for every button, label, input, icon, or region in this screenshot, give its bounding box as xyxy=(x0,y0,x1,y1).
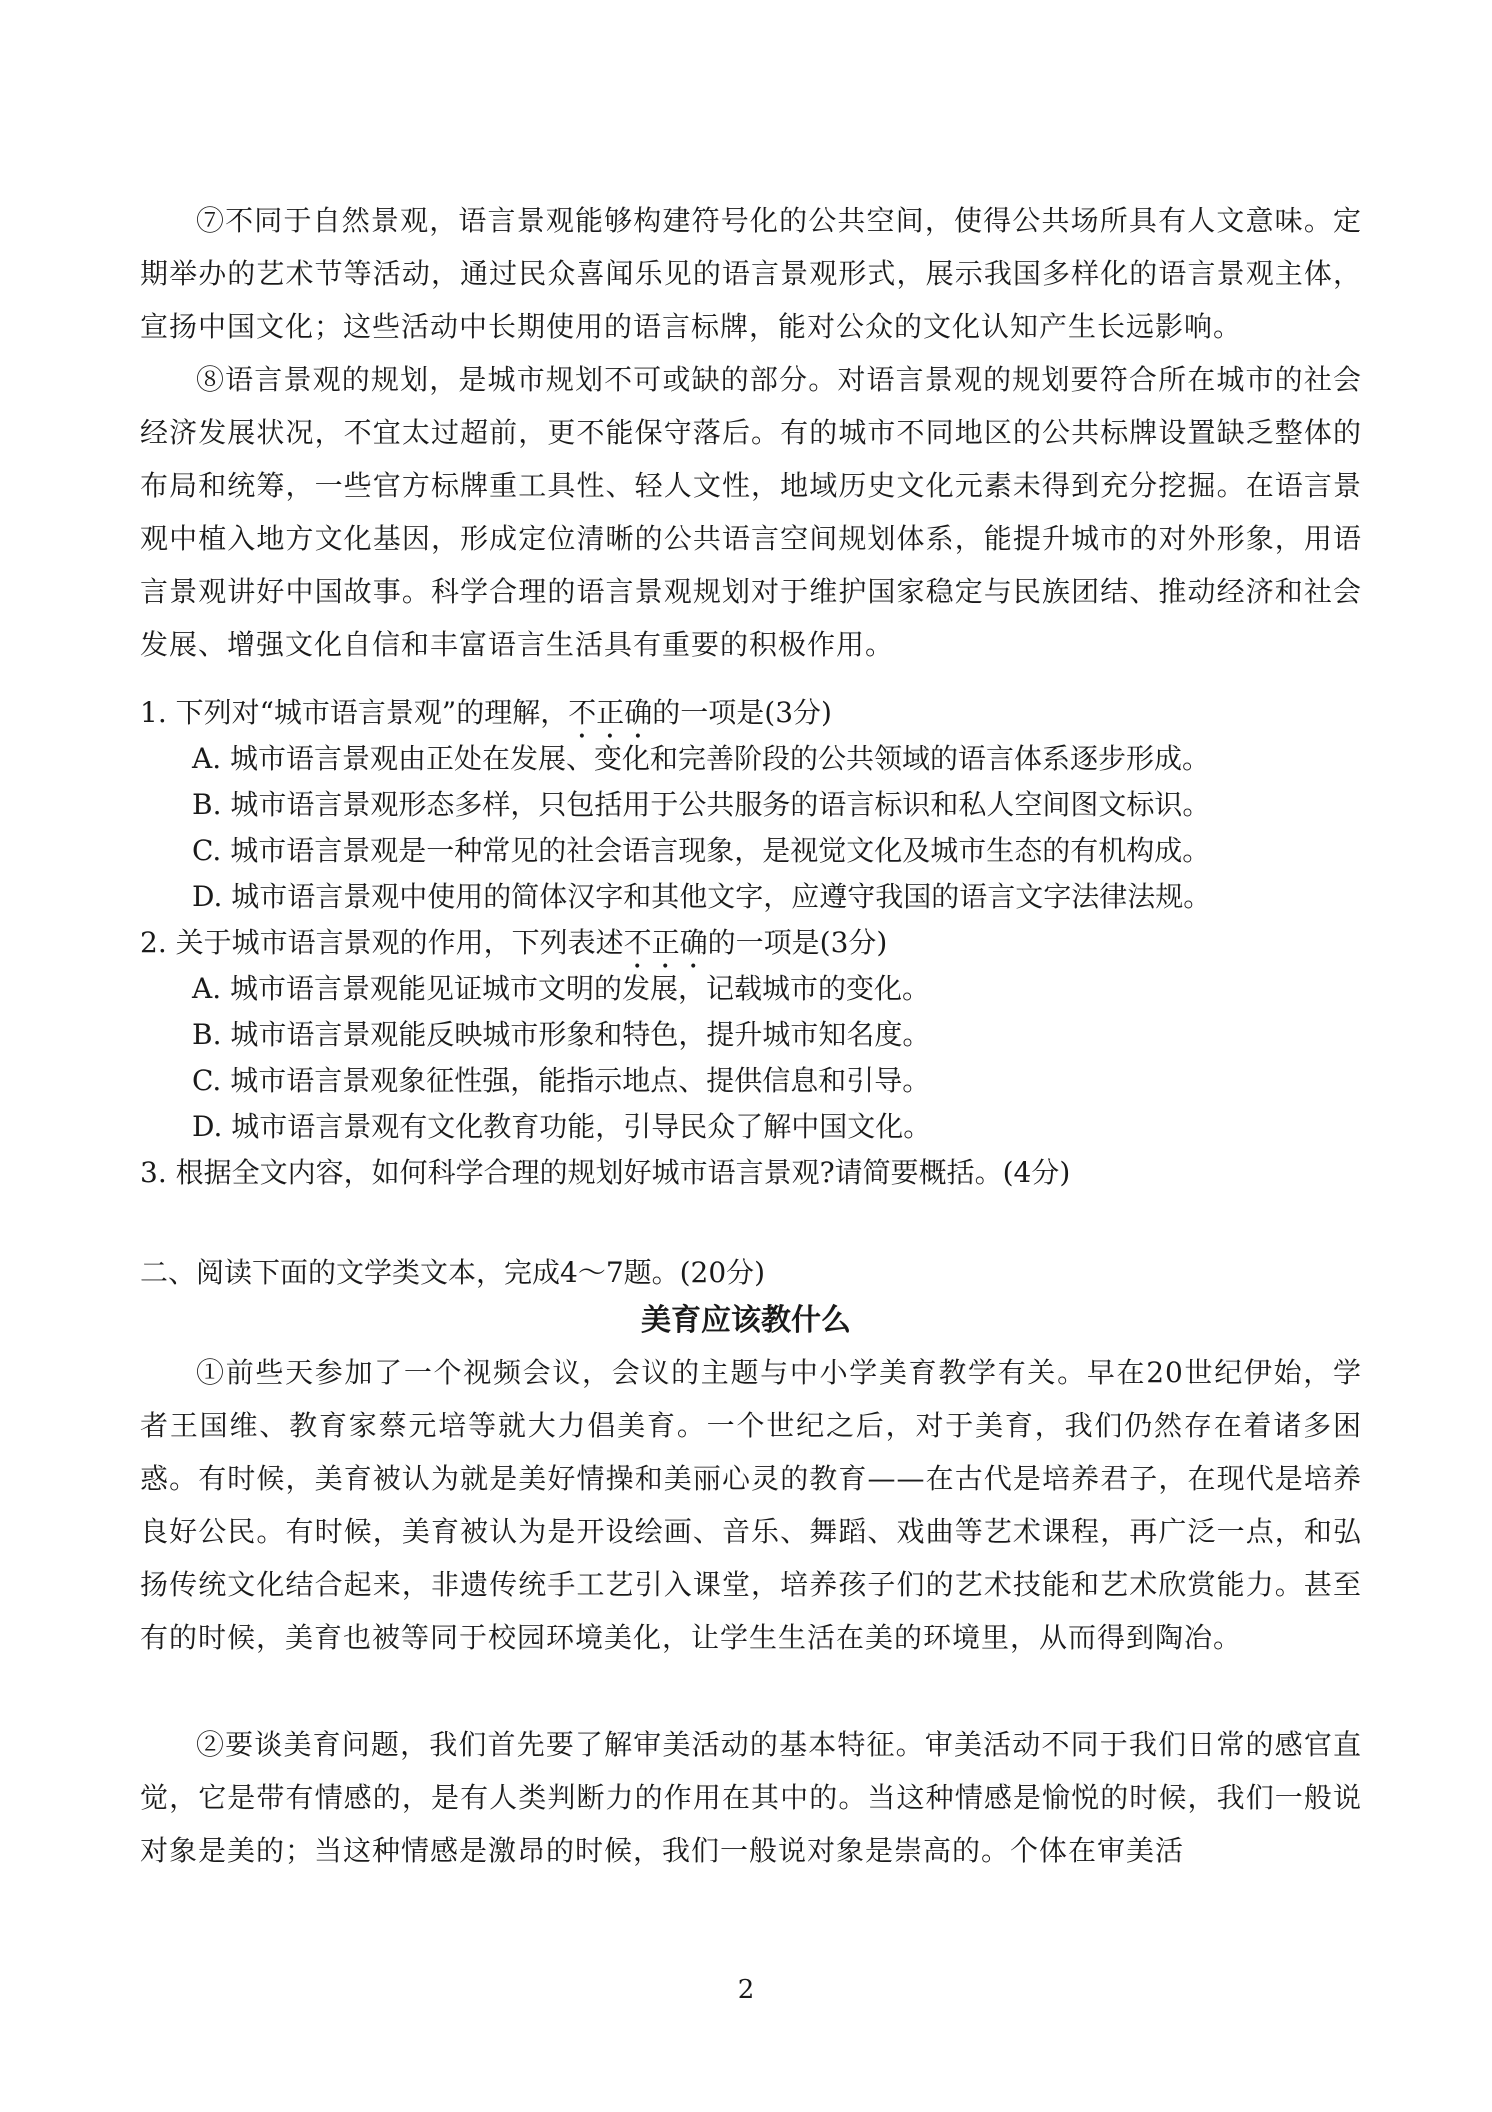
section-2-heading: 二、阅读下面的文学类文本，完成4～7题。(20分) xyxy=(140,1256,766,1289)
question-1-option-c: C. 城市语言景观是一种常见的社会语言现象，是视觉文化及城市生态的有机构成。 xyxy=(192,834,1211,867)
article-paragraph-1: ①前些天参加了一个视频会议，会议的主题与中小学美育教学有关。早在20世纪伊始，学者王国维、教育家蔡元培等就大力倡美育。一个世纪之后，对于美育，我们仍然存在着诸多困惑。有时候，美育被认为就是美好情操和美丽心灵的教育——在古代是培养君子，在现代是培养良好公民。有时候，美育被认为是开设绘画、音乐、舞蹈、戏曲等艺术课程，再广泛一点，和弘扬传统文化结合起来，非遗传统手工艺引入课堂，培养孩子们的艺术技能和艺术欣赏能力。甚至有的时候，美育也被等同于校园环境美化，让学生生活在美的环境里，从而得到陶冶。 xyxy=(140,1356,1362,1654)
question-2-stem-text: 2. 关于城市语言景观的作用，下列表述 xyxy=(140,926,624,959)
question-2-option-d: D. 城市语言景观有文化教育功能，引导民众了解中国文化。 xyxy=(192,1110,932,1143)
question-1-stem-text: 1. 下列对“城市语言景观”的理解， xyxy=(140,696,569,729)
question-1-emphasis: 不正确 xyxy=(568,696,653,729)
question-2-option-a: A. 城市语言景观能见证城市文明的发展，记载城市的变化。 xyxy=(192,972,931,1005)
article-paragraph-2: ②要谈美育问题，我们首先要了解审美活动的基本特征。审美活动不同于我们日常的感官直觉，它是带有情感的，是有人类判断力的作用在其中的。当这种情感是愉悦的时候，我们一般说对象是美的；当这种情感是激昂的时候，我们一般说对象是崇高的。个体在审美活 xyxy=(140,1728,1362,1867)
question-1-option-b: B. 城市语言景观形态多样，只包括用于公共服务的语言标识和私人空间图文标识。 xyxy=(192,788,1211,821)
question-1-option-d: D. 城市语言景观中使用的简体汉字和其他文字，应遵守我国的语言文字法律法规。 xyxy=(192,880,1212,913)
question-2-option-b: B. 城市语言景观能反映城市形象和特色，提升城市知名度。 xyxy=(192,1018,931,1051)
paragraph-7: ⑦不同于自然景观，语言景观能够构建符号化的公共空间，使得公共场所具有人文意味。定期举办的艺术节等活动，通过民众喜闻乐见的语言景观形式，展示我国多样化的语言景观主体，宣扬中国文化；这些活动中长期使用的语言标牌，能对公众的文化认知产生长远影响。 xyxy=(140,204,1362,343)
question-3-stem: 3. 根据全文内容，如何科学合理的规划好城市语言景观?请简要概括。(4分) xyxy=(140,1156,1071,1189)
page-number: 2 xyxy=(737,1975,755,2005)
paragraph-8: ⑧语言景观的规划，是城市规划不可或缺的部分。对语言景观的规划要符合所在城市的社会经济发展状况，不宜太过超前，更不能保守落后。有的城市不同地区的公共标牌设置缺乏整体的布局和统筹，一些官方标牌重工具性、轻人文性，地域历史文化元素未得到充分挖掘。在语言景观中植入地方文化基因，形成定位清晰的公共语言空间规划体系，能提升城市的对外形象，用语言景观讲好中国故事。科学合理的语言景观规划对于维护国家稳定与民族团结、推动经济和社会发展、增强文化自信和丰富语言生活具有重要的积极作用。 xyxy=(140,363,1362,661)
question-2-emphasis: 不正确 xyxy=(623,926,708,959)
article-title: 美育应该教什么 xyxy=(641,1303,851,1338)
question-1-stem-tail: 的一项是(3分) xyxy=(652,696,832,729)
question-2-option-c: C. 城市语言景观象征性强，能指示地点、提供信息和引导。 xyxy=(192,1064,931,1097)
question-2-stem-tail: 的一项是(3分) xyxy=(707,926,888,959)
question-1-option-a: A. 城市语言景观由正处在发展、变化和完善阶段的公共领域的语言体系逐步形成。 xyxy=(192,742,1211,775)
